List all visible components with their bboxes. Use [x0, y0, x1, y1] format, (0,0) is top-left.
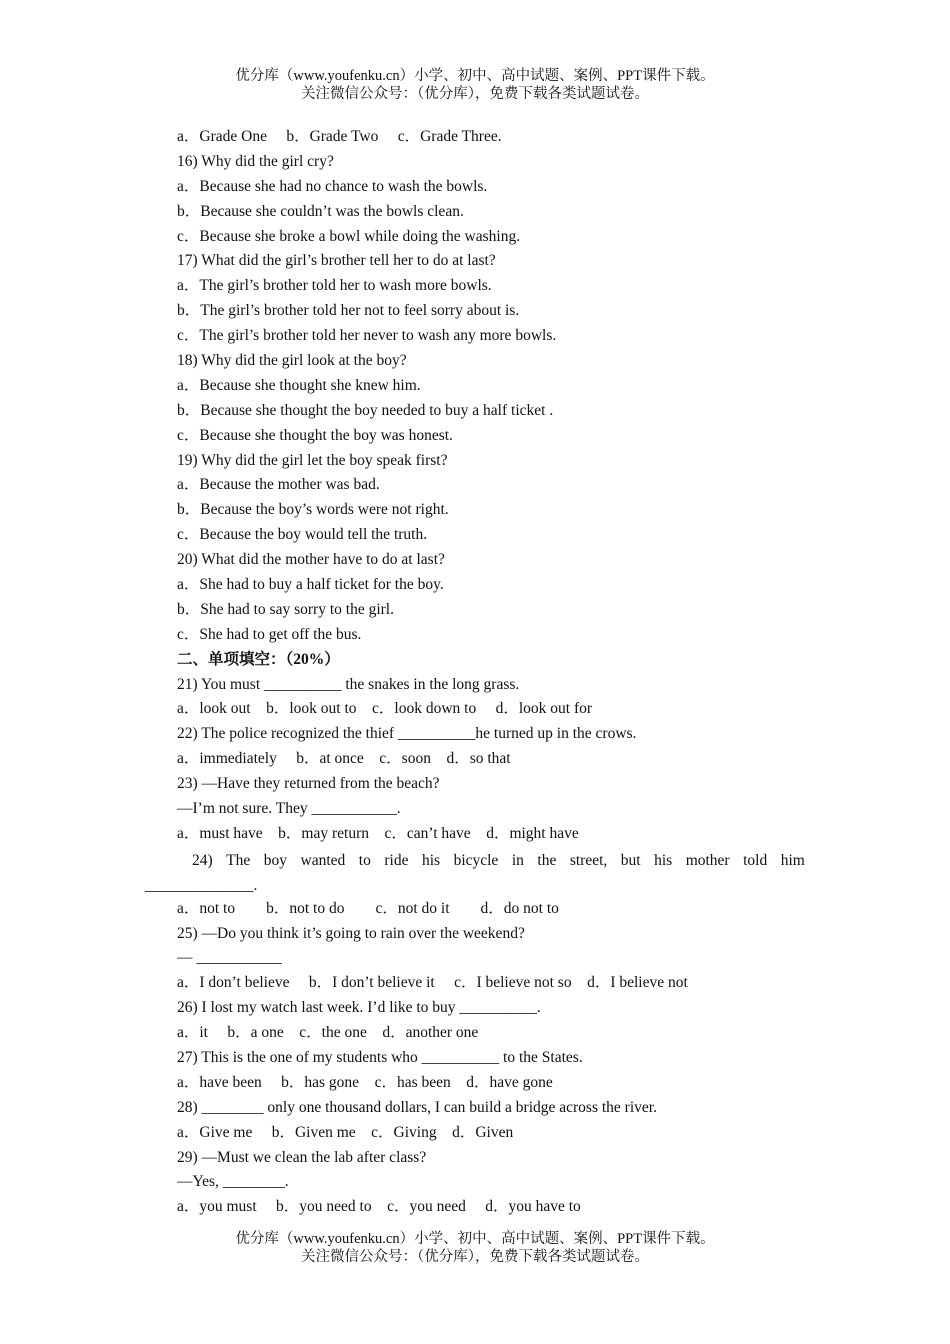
option-line: a．not to b．not to do c．not do it d．do not to [177, 899, 559, 917]
option-line: a．Grade One b．Grade Two c．Grade Three. [177, 128, 502, 145]
option-line: c．She had to get off the bus. [177, 625, 362, 643]
option-line: a．She had to buy a half ticket for the boy. [177, 576, 444, 594]
question-line: 29) —Must we clean the lab after class? [177, 1148, 427, 1166]
question-line: 25) —Do you think it’s going to rain over the weekend? [177, 924, 525, 942]
question-24-line [145, 848, 805, 873]
option-line: a．it b．a one c．the one d．another one [177, 1024, 479, 1042]
option-line: a．The girl’s brother told her to wash more bowls. [177, 277, 492, 295]
footer-line-2: 关注微信公众号：（优分库），免费下载各类试题试卷。 [301, 1249, 649, 1265]
question-24-word: but [620, 852, 641, 869]
question-line: —Yes, ________. [177, 1173, 289, 1191]
question-24-word: his [654, 852, 673, 869]
question-line: 18) Why did the girl look at the boy? [177, 352, 407, 370]
question-24-word: ride [384, 852, 409, 869]
question-line: 16) Why did the girl cry? [177, 152, 334, 170]
footer-line-1: 优分库（www.youfenku.cn）小学、初中、高中试题、案例、PPT课件下载。 [235, 1231, 715, 1247]
option-line: a．you must b．you need to c．you need d．you have to [177, 1198, 581, 1216]
option-line: b．Because the boy’s words were not right. [177, 501, 449, 519]
question-24-word: The [226, 852, 251, 869]
question-24-word: street, [569, 852, 608, 869]
question-24-word: wanted [300, 852, 346, 869]
question-line: 19) Why did the girl let the boy speak first? [177, 451, 448, 469]
option-line: c．Because the boy would tell the truth. [177, 526, 428, 544]
question-24-word: the [537, 852, 557, 869]
option-line: a．Give me b．Given me c．Giving d．Given [177, 1123, 514, 1141]
question-24-word: told [743, 852, 768, 869]
question-24 [145, 848, 805, 898]
single-choice-questions-b [177, 897, 817, 1221]
header-line-1: 优分库（www.youfenku.cn）小学、初中、高中试题、案例、PPT课件下载。 [235, 68, 715, 84]
question-line: 22) The police recognized the thief __________he turned up in the crows. [177, 725, 637, 743]
option-line: a．must have b．may return c．can’t have d．might have [177, 824, 579, 842]
question-line: 20) What did the mother have to do at last? [177, 551, 445, 569]
exam-content [177, 125, 817, 1220]
option-line: a．immediately b．at once c．soon d．so that [177, 750, 511, 768]
question-24-word: boy [263, 852, 288, 869]
question-24-word: his [421, 852, 441, 869]
question-line: 26) I lost my watch last week. I’d like to buy __________. [177, 999, 541, 1017]
question-line: 27) This is the one of my students who __________ to the States. [177, 1048, 583, 1066]
section-title: 二、单项填空：（20%） [177, 650, 340, 668]
question-line: —I’m not sure. They ___________. [177, 800, 401, 818]
question-24-word: in [511, 852, 524, 869]
question-24-blank: ______________. [145, 877, 258, 894]
option-line: a．Because she had no chance to wash the bowls. [177, 177, 488, 195]
question-24-word: 24) [192, 852, 213, 869]
question-24-word: bicycle [453, 852, 499, 869]
option-line: b．Because she couldn’t was the bowls clean. [177, 202, 464, 220]
listening-questions [177, 125, 817, 648]
option-line: a．I don’t believe b．I don’t believe it c．I believe not so d．I believe not [177, 974, 688, 992]
option-line: a．look out b．look out to c．look down to d．look out for [177, 700, 593, 718]
page-header [0, 67, 950, 103]
question-line: — ___________ [177, 949, 282, 967]
option-line: b．Because she thought the boy needed to buy a half ticket . [177, 401, 554, 419]
option-line: b．She had to say sorry to the girl. [177, 600, 394, 618]
question-24-word: mother [685, 852, 730, 869]
option-line: a．Because the mother was bad. [177, 476, 380, 494]
header-line-2: 关注微信公众号：（优分库），免费下载各类试题试卷。 [301, 86, 649, 102]
option-line: a．Because she thought she knew him. [177, 376, 421, 394]
question-line: 21) You must __________ the snakes in the long grass. [177, 675, 520, 693]
option-line: c．The girl’s brother told her never to wash any more bowls. [177, 327, 557, 345]
question-line: 28) ________ only one thousand dollars, I can build a bridge across the river. [177, 1098, 657, 1116]
single-choice-questions-a [177, 673, 817, 847]
question-24-word: him [780, 852, 805, 869]
option-line: a．have been b．has gone c．has been d．have gone [177, 1073, 553, 1091]
option-line: c．Because she broke a bowl while doing the washing. [177, 227, 521, 245]
option-line: c．Because she thought the boy was honest. [177, 426, 453, 444]
question-line: 17) What did the girl’s brother tell her to do at last? [177, 252, 496, 270]
page-footer [0, 1230, 950, 1266]
option-line: b．The girl’s brother told her not to feel sorry about is. [177, 302, 520, 320]
question-line: 23) —Have they returned from the beach? [177, 775, 440, 793]
question-24-word: to [358, 852, 371, 869]
